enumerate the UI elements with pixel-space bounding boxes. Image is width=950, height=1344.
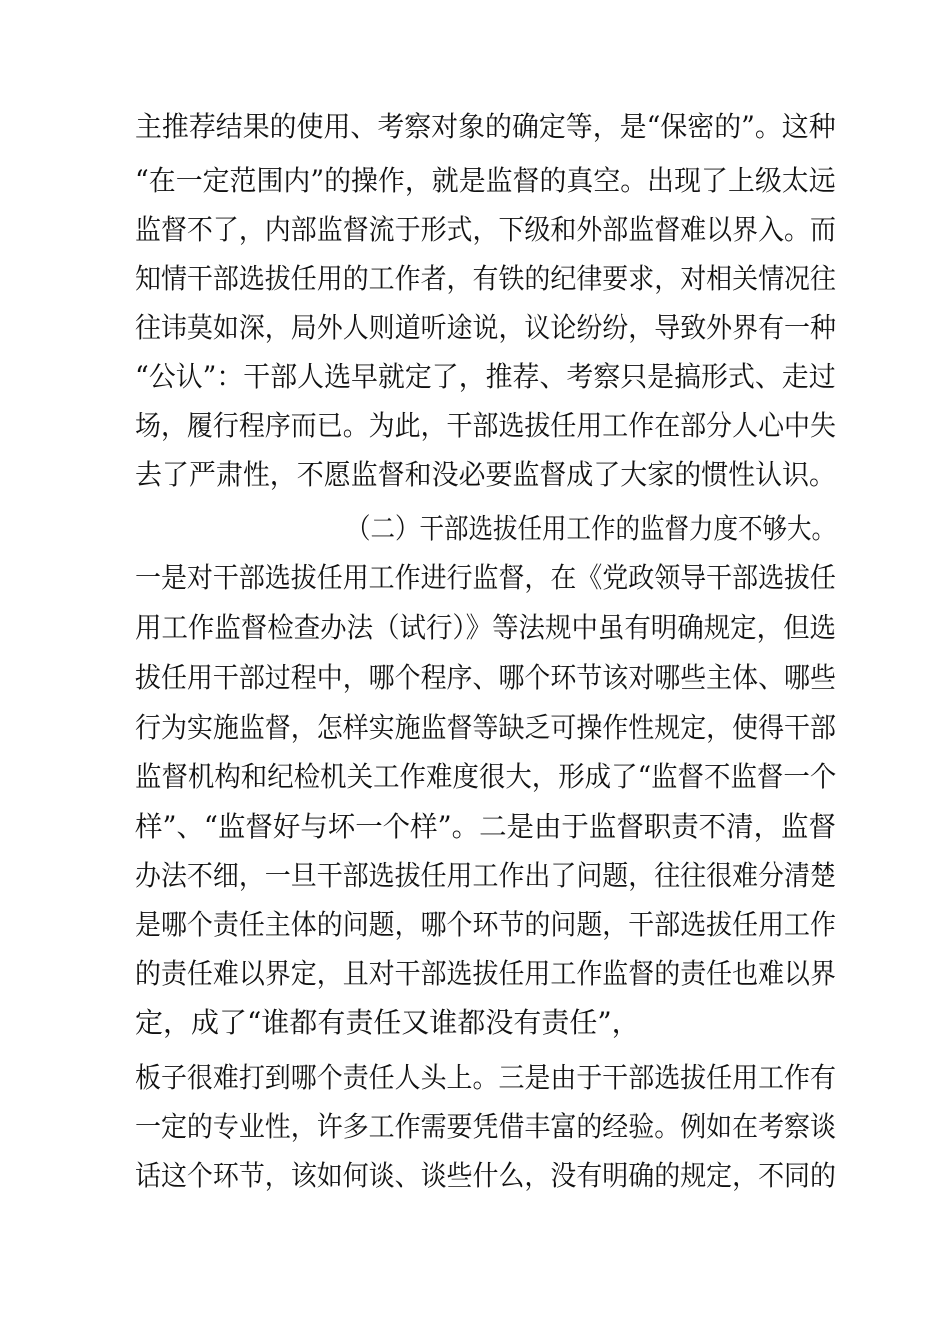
text-line: 拔任用干部过程中，哪个程序、哪个环节该对哪些主体、哪些: [135, 661, 836, 694]
text-line: 一是对干部选拔任用工作进行监督，在《党政领导干部选拔任: [135, 561, 836, 594]
text-line: “公认”：干部人选早就定了，推荐、考察只是搞形式、走过: [135, 360, 836, 393]
text-line: 知情干部选拔任用的工作者，有铁的纪律要求，对相关情况往: [135, 262, 836, 295]
text-line: 的责任难以界定，且对干部选拔任用工作监督的责任也难以界: [135, 957, 836, 990]
text-line: 办法不细，一旦干部选拔任用工作出了问题，往往很难分清楚: [135, 859, 836, 892]
text-line: 定，成了“谁都有责任又谁都没有责任”，: [135, 1006, 640, 1039]
text-line: 场，履行程序而已。为此，干部选拔任用工作在部分人心中失: [135, 409, 836, 442]
text-line: 样”、“监督好与坏一个样”。二是由于监督职责不清，监督: [135, 810, 836, 843]
text-line: 用工作监督检查办法（试行）》等法规中虽有明确规定，但选: [135, 611, 836, 644]
text-line: 是哪个责任主体的问题，哪个环节的问题，干部选拔任用工作: [135, 908, 836, 941]
text-line: 话这个环节，该如何谈、谈些什么，没有明确的规定，不同的: [135, 1159, 836, 1192]
text-line: “在一定范围内”的操作，就是监督的真空。出现了上级太远: [135, 164, 836, 197]
text-line: 板子很难打到哪个责任人头上。三是由于干部选拔任用工作有: [135, 1061, 836, 1094]
text-line: 监督机构和纪检机关工作难度很大，形成了“监督不监督一个: [135, 760, 837, 793]
section-heading: （二）干部选拔任用工作的监督力度不够大。: [346, 512, 837, 545]
text-line: 一定的专业性，许多工作需要凭借丰富的经验。例如在考察谈: [135, 1110, 836, 1143]
text-line: 行为实施监督，怎样实施监督等缺乏可操作性规定，使得干部: [135, 711, 836, 744]
text-line: 往讳莫如深，局外人则道听途说，议论纷纷，导致外界有一种: [135, 311, 836, 344]
text-line: 主推荐结果的使用、考察对象的确定等，是“保密的”。这种: [135, 110, 836, 143]
text-line: 去了严肃性，不愿监督和没必要监督成了大家的惯性认识。: [135, 458, 837, 491]
text-line: 监督不了，内部监督流于形式，下级和外部监督难以界入。而: [135, 213, 836, 246]
